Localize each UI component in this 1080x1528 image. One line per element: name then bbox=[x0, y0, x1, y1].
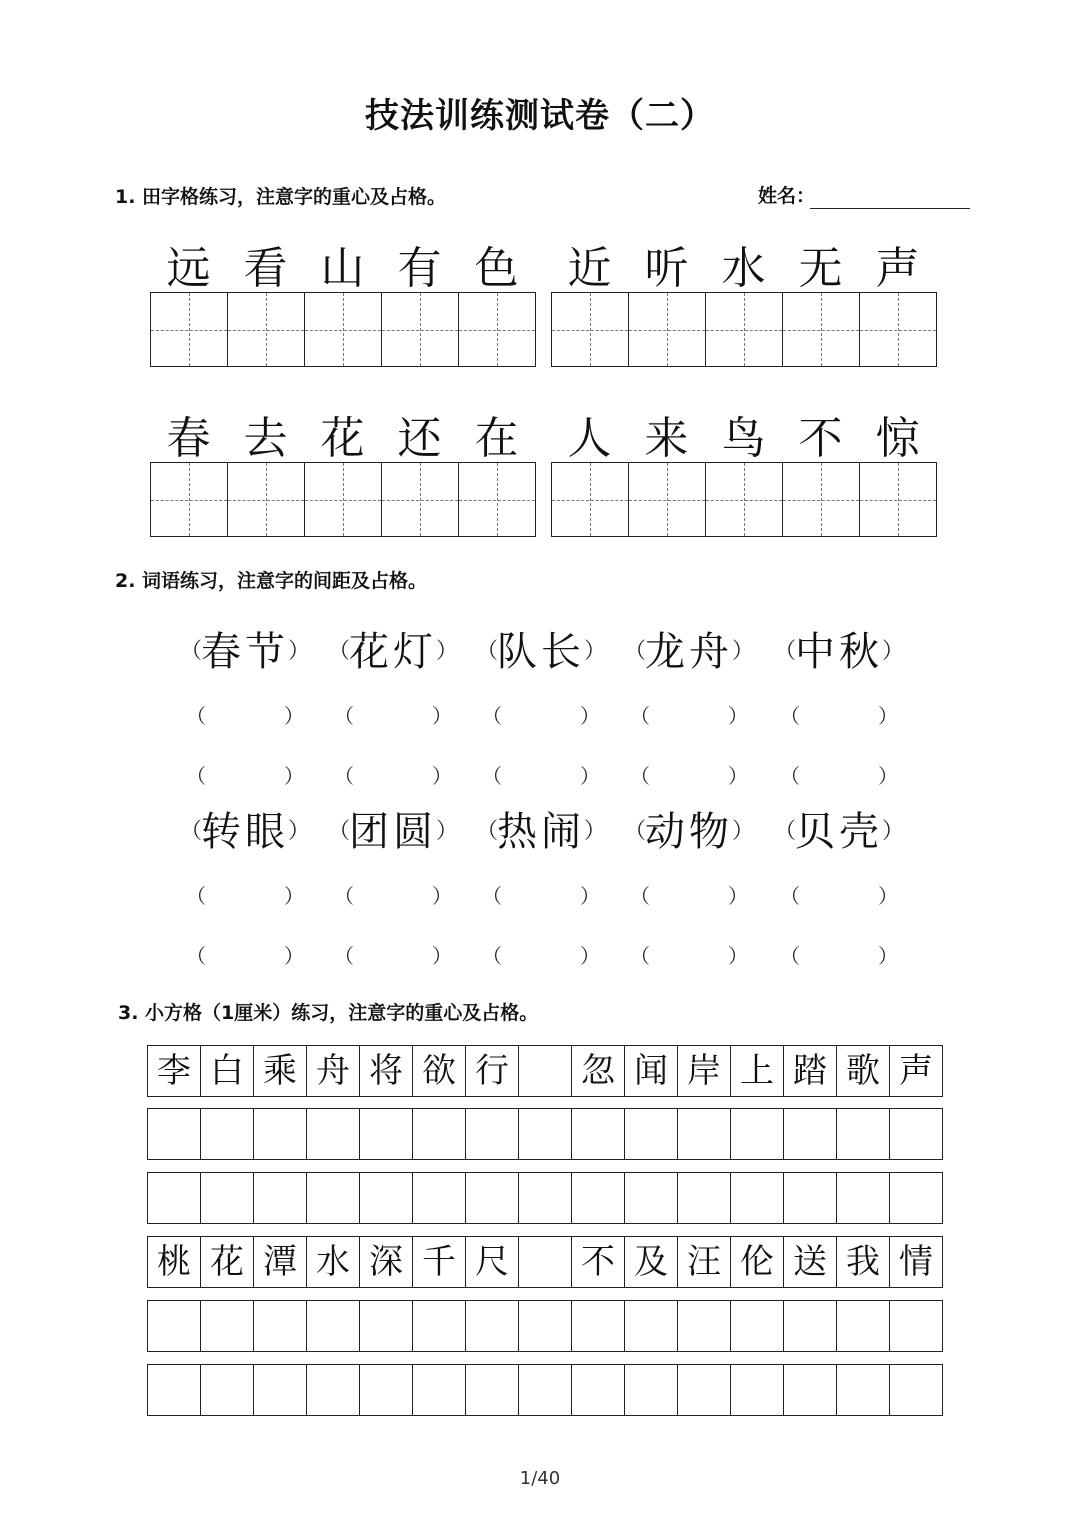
tianzige-cell[interactable] bbox=[782, 463, 859, 536]
guide-line-vertical bbox=[189, 463, 190, 536]
square-cell[interactable] bbox=[306, 1109, 359, 1159]
paren-right: ） bbox=[287, 819, 310, 844]
model-character: 有 bbox=[397, 243, 442, 294]
section-2-heading: 2. 词语练习，注意字的间距及占格。 bbox=[115, 570, 428, 592]
square-cell[interactable] bbox=[518, 1109, 571, 1159]
practice-square-row bbox=[147, 1364, 943, 1416]
paren-right: ） bbox=[731, 819, 754, 844]
square-cell[interactable] bbox=[783, 1365, 836, 1415]
paren-left: （ bbox=[482, 704, 502, 728]
paren-right: ） bbox=[580, 764, 600, 788]
paren-left: （ bbox=[180, 819, 203, 844]
square-cell[interactable] bbox=[836, 1301, 889, 1351]
word-text: 热闹 bbox=[497, 809, 585, 855]
model-character: 看 bbox=[243, 243, 288, 294]
square-cell[interactable] bbox=[200, 1173, 253, 1223]
square-cell: 忽 bbox=[571, 1046, 624, 1096]
tianzige-cell[interactable] bbox=[304, 293, 381, 366]
square-cell[interactable] bbox=[359, 1109, 412, 1159]
square-cell[interactable] bbox=[253, 1109, 306, 1159]
answer-paren-row bbox=[180, 760, 900, 790]
section-1-heading: 1. 田字格练习，注意字的重心及占格。 bbox=[115, 186, 447, 208]
paren-left: （ bbox=[476, 639, 499, 664]
word-text: 团圆 bbox=[349, 809, 437, 855]
model-character: 人 bbox=[567, 413, 612, 464]
model-character: 听 bbox=[644, 243, 689, 294]
square-cell[interactable] bbox=[148, 1365, 200, 1415]
paren-right: ） bbox=[432, 884, 452, 908]
paren-right: ） bbox=[287, 639, 310, 664]
word-item bbox=[476, 620, 606, 680]
square-cell[interactable] bbox=[359, 1173, 412, 1223]
word-text: 龙舟 bbox=[645, 629, 733, 675]
square-cell[interactable] bbox=[836, 1109, 889, 1159]
paren-right: ） bbox=[284, 884, 304, 908]
square-cell: 水 bbox=[306, 1237, 359, 1287]
word-text: 转眼 bbox=[201, 809, 289, 855]
square-cell[interactable] bbox=[836, 1173, 889, 1223]
model-character: 无 bbox=[798, 243, 843, 294]
paren-left: （ bbox=[186, 884, 206, 908]
square-cell[interactable] bbox=[730, 1109, 783, 1159]
paren-left: （ bbox=[780, 884, 800, 908]
paren-right: ） bbox=[878, 704, 898, 728]
square-cell: 闻 bbox=[624, 1046, 677, 1096]
paren-left: （ bbox=[630, 704, 650, 728]
square-cell[interactable] bbox=[465, 1301, 518, 1351]
square-cell[interactable] bbox=[677, 1301, 730, 1351]
model-character: 鸟 bbox=[721, 413, 766, 464]
paren-right: ） bbox=[583, 639, 606, 664]
tianzige-cell[interactable] bbox=[552, 293, 628, 366]
paren-right: ） bbox=[881, 639, 904, 664]
paren-right: ） bbox=[432, 764, 452, 788]
model-character: 还 bbox=[397, 413, 442, 464]
paren-right: ） bbox=[284, 704, 304, 728]
model-character: 春 bbox=[166, 413, 211, 464]
square-cell: 深 bbox=[359, 1237, 412, 1287]
paren-left: （ bbox=[186, 704, 206, 728]
model-square-row bbox=[147, 1045, 943, 1097]
square-cell[interactable] bbox=[412, 1301, 465, 1351]
square-cell: 岸 bbox=[677, 1046, 730, 1096]
square-cell[interactable] bbox=[518, 1365, 571, 1415]
paren-right: ） bbox=[435, 819, 458, 844]
page-number: 1/40 bbox=[519, 1468, 561, 1489]
paren-right: ） bbox=[580, 884, 600, 908]
guide-line-vertical bbox=[497, 463, 498, 536]
square-cell[interactable] bbox=[889, 1365, 942, 1415]
paren-left: （ bbox=[624, 639, 647, 664]
paren-right: ） bbox=[878, 764, 898, 788]
tianzige-cell[interactable] bbox=[628, 293, 705, 366]
paren-right: ） bbox=[728, 884, 748, 908]
tianzige-cell[interactable] bbox=[227, 293, 304, 366]
square-cell: 千 bbox=[412, 1237, 465, 1287]
square-cell[interactable] bbox=[783, 1173, 836, 1223]
tianzige-cell[interactable] bbox=[381, 293, 458, 366]
paren-left: （ bbox=[780, 704, 800, 728]
tianzige-cell[interactable] bbox=[151, 463, 227, 536]
tianzige-cell[interactable] bbox=[628, 463, 705, 536]
paren-left: （ bbox=[180, 639, 203, 664]
square-cell[interactable] bbox=[253, 1301, 306, 1351]
square-cell[interactable] bbox=[889, 1301, 942, 1351]
paren-right: ） bbox=[728, 704, 748, 728]
word-text: 中秋 bbox=[795, 629, 883, 675]
guide-line-vertical bbox=[667, 293, 668, 366]
guide-line-vertical bbox=[343, 463, 344, 536]
paren-left: （ bbox=[630, 884, 650, 908]
tianzige-cell[interactable] bbox=[782, 293, 859, 366]
paren-right: ） bbox=[731, 639, 754, 664]
tianzige-cell[interactable] bbox=[458, 293, 535, 366]
tianzige-group bbox=[150, 462, 536, 537]
tianzige-cell[interactable] bbox=[552, 463, 628, 536]
tianzige-cell[interactable] bbox=[458, 463, 535, 536]
square-cell[interactable] bbox=[148, 1301, 200, 1351]
square-cell[interactable] bbox=[518, 1173, 571, 1223]
paren-left: （ bbox=[328, 819, 351, 844]
guide-line-vertical bbox=[590, 293, 591, 366]
paren-left: （ bbox=[186, 944, 206, 968]
square-cell: 乘 bbox=[253, 1046, 306, 1096]
square-cell: 花 bbox=[200, 1237, 253, 1287]
square-cell[interactable] bbox=[412, 1173, 465, 1223]
paren-left: （ bbox=[780, 944, 800, 968]
square-cell[interactable] bbox=[465, 1109, 518, 1159]
paren-left: （ bbox=[780, 764, 800, 788]
square-cell: 行 bbox=[465, 1046, 518, 1096]
paren-right: ） bbox=[432, 944, 452, 968]
model-character: 水 bbox=[721, 243, 766, 294]
word-item bbox=[774, 800, 904, 860]
answer-paren-row bbox=[180, 880, 900, 910]
paren-left: （ bbox=[476, 819, 499, 844]
word-text: 贝壳 bbox=[795, 809, 883, 855]
square-cell[interactable] bbox=[359, 1301, 412, 1351]
guide-line-vertical bbox=[744, 463, 745, 536]
square-cell: 伦 bbox=[730, 1237, 783, 1287]
square-cell[interactable] bbox=[624, 1173, 677, 1223]
page-title: 技法训练测试卷（二） bbox=[365, 96, 715, 136]
square-cell[interactable] bbox=[889, 1109, 942, 1159]
square-cell: 将 bbox=[359, 1046, 412, 1096]
square-cell[interactable] bbox=[624, 1301, 677, 1351]
paren-left: （ bbox=[482, 944, 502, 968]
square-cell: 及 bbox=[624, 1237, 677, 1287]
guide-line-vertical bbox=[667, 463, 668, 536]
guide-line-vertical bbox=[744, 293, 745, 366]
paren-right: ） bbox=[432, 704, 452, 728]
square-cell[interactable] bbox=[889, 1173, 942, 1223]
name-label: 姓名： bbox=[758, 185, 816, 207]
word-item bbox=[624, 620, 754, 680]
word-item bbox=[476, 800, 606, 860]
model-character: 不 bbox=[798, 413, 843, 464]
word-text: 花灯 bbox=[349, 629, 437, 675]
tianzige-group bbox=[551, 292, 937, 367]
word-item bbox=[774, 620, 904, 680]
model-character: 在 bbox=[474, 413, 519, 464]
paren-right: ） bbox=[728, 944, 748, 968]
tianzige-cell[interactable] bbox=[304, 463, 381, 536]
model-character: 色 bbox=[474, 243, 519, 294]
square-cell: 不 bbox=[571, 1237, 624, 1287]
square-cell: 潭 bbox=[253, 1237, 306, 1287]
word-text: 动物 bbox=[645, 809, 733, 855]
word-text: 队长 bbox=[497, 629, 585, 675]
guide-line-vertical bbox=[266, 293, 267, 366]
square-cell: 我 bbox=[836, 1237, 889, 1287]
square-cell[interactable] bbox=[412, 1109, 465, 1159]
paren-left: （ bbox=[334, 704, 354, 728]
name-input-line[interactable] bbox=[810, 208, 970, 209]
paren-right: ） bbox=[878, 944, 898, 968]
square-cell: 桃 bbox=[157, 1242, 191, 1282]
square-cell[interactable] bbox=[730, 1301, 783, 1351]
paren-left: （ bbox=[328, 639, 351, 664]
guide-line-vertical bbox=[898, 293, 899, 366]
paren-right: ） bbox=[878, 884, 898, 908]
square-cell[interactable] bbox=[730, 1365, 783, 1415]
guide-line-vertical bbox=[420, 463, 421, 536]
square-cell[interactable] bbox=[783, 1301, 836, 1351]
tianzige-group bbox=[150, 292, 536, 367]
square-cell[interactable] bbox=[200, 1365, 253, 1415]
square-cell[interactable] bbox=[783, 1109, 836, 1159]
square-cell[interactable] bbox=[836, 1365, 889, 1415]
guide-line-vertical bbox=[898, 463, 899, 536]
word-item bbox=[328, 800, 458, 860]
paren-left: （ bbox=[630, 764, 650, 788]
square-cell[interactable] bbox=[677, 1365, 730, 1415]
square-cell[interactable] bbox=[412, 1365, 465, 1415]
paren-left: （ bbox=[334, 944, 354, 968]
model-character: 惊 bbox=[875, 413, 920, 464]
paren-right: ） bbox=[284, 944, 304, 968]
guide-line-vertical bbox=[266, 463, 267, 536]
practice-square-row bbox=[147, 1300, 943, 1352]
paren-left: （ bbox=[630, 944, 650, 968]
tianzige-cell[interactable] bbox=[859, 293, 936, 366]
section-3-heading: 3. 小方格（1厘米）练习，注意字的重心及占格。 bbox=[118, 1002, 539, 1024]
word-item bbox=[180, 800, 310, 860]
square-cell[interactable] bbox=[571, 1173, 624, 1223]
square-cell: 声 bbox=[889, 1046, 942, 1096]
model-character: 花 bbox=[320, 413, 365, 464]
square-cell[interactable] bbox=[518, 1301, 571, 1351]
word-item bbox=[328, 620, 458, 680]
square-cell[interactable] bbox=[465, 1173, 518, 1223]
practice-square-row bbox=[147, 1108, 943, 1160]
square-cell[interactable] bbox=[200, 1109, 253, 1159]
tianzige-cell[interactable] bbox=[381, 463, 458, 536]
model-character: 去 bbox=[243, 413, 288, 464]
square-cell[interactable] bbox=[624, 1109, 677, 1159]
guide-line-vertical bbox=[497, 293, 498, 366]
paren-left: （ bbox=[334, 764, 354, 788]
square-cell[interactable] bbox=[306, 1365, 359, 1415]
paren-right: ） bbox=[435, 639, 458, 664]
tianzige-cell[interactable] bbox=[859, 463, 936, 536]
square-cell: 李 bbox=[157, 1051, 191, 1091]
square-cell[interactable] bbox=[571, 1109, 624, 1159]
square-cell: 情 bbox=[889, 1237, 942, 1287]
paren-left: （ bbox=[774, 819, 797, 844]
tianzige-cell[interactable] bbox=[151, 293, 227, 366]
square-cell: 上 bbox=[730, 1046, 783, 1096]
square-cell[interactable] bbox=[571, 1365, 624, 1415]
model-character: 远 bbox=[166, 243, 211, 294]
answer-paren-row bbox=[180, 940, 900, 970]
model-square-row bbox=[147, 1236, 943, 1288]
paren-left: （ bbox=[774, 639, 797, 664]
square-cell: 欲 bbox=[412, 1046, 465, 1096]
square-cell[interactable] bbox=[200, 1301, 253, 1351]
square-cell[interactable] bbox=[465, 1365, 518, 1415]
tianzige-group bbox=[551, 462, 937, 537]
paren-right: ） bbox=[728, 764, 748, 788]
model-character: 山 bbox=[320, 243, 365, 294]
square-cell: 歌 bbox=[836, 1046, 889, 1096]
model-character: 声 bbox=[875, 243, 920, 294]
square-cell bbox=[518, 1237, 571, 1287]
square-cell[interactable] bbox=[730, 1173, 783, 1223]
square-cell[interactable] bbox=[253, 1365, 306, 1415]
square-cell[interactable] bbox=[677, 1109, 730, 1159]
square-cell[interactable] bbox=[306, 1301, 359, 1351]
paren-left: （ bbox=[482, 884, 502, 908]
square-cell[interactable] bbox=[253, 1173, 306, 1223]
square-cell[interactable] bbox=[571, 1301, 624, 1351]
square-cell bbox=[518, 1046, 571, 1096]
square-cell: 舟 bbox=[306, 1046, 359, 1096]
model-character: 近 bbox=[567, 243, 612, 294]
square-cell: 送 bbox=[783, 1237, 836, 1287]
guide-line-vertical bbox=[343, 293, 344, 366]
square-cell[interactable] bbox=[306, 1173, 359, 1223]
paren-right: ） bbox=[583, 819, 606, 844]
paren-right: ） bbox=[284, 764, 304, 788]
square-cell[interactable] bbox=[148, 1173, 200, 1223]
square-cell: 踏 bbox=[783, 1046, 836, 1096]
square-cell[interactable] bbox=[624, 1365, 677, 1415]
square-cell[interactable] bbox=[677, 1173, 730, 1223]
guide-line-vertical bbox=[590, 463, 591, 536]
paren-left: （ bbox=[186, 764, 206, 788]
tianzige-cell[interactable] bbox=[705, 293, 782, 366]
paren-left: （ bbox=[334, 884, 354, 908]
square-cell[interactable] bbox=[148, 1109, 200, 1159]
answer-paren-row bbox=[180, 700, 900, 730]
practice-square-row bbox=[147, 1172, 943, 1224]
square-cell: 白 bbox=[200, 1046, 253, 1096]
word-item bbox=[624, 800, 754, 860]
tianzige-cell[interactable] bbox=[705, 463, 782, 536]
square-cell[interactable] bbox=[359, 1365, 412, 1415]
tianzige-cell[interactable] bbox=[227, 463, 304, 536]
model-character: 来 bbox=[644, 413, 689, 464]
paren-right: ） bbox=[580, 944, 600, 968]
guide-line-vertical bbox=[420, 293, 421, 366]
guide-line-vertical bbox=[821, 463, 822, 536]
guide-line-vertical bbox=[189, 293, 190, 366]
paren-right: ） bbox=[881, 819, 904, 844]
paren-left: （ bbox=[624, 819, 647, 844]
paren-left: （ bbox=[482, 764, 502, 788]
square-cell: 尺 bbox=[465, 1237, 518, 1287]
word-item bbox=[180, 620, 310, 680]
square-cell: 汪 bbox=[677, 1237, 730, 1287]
word-text: 春节 bbox=[201, 629, 289, 675]
guide-line-vertical bbox=[821, 293, 822, 366]
paren-right: ） bbox=[580, 704, 600, 728]
